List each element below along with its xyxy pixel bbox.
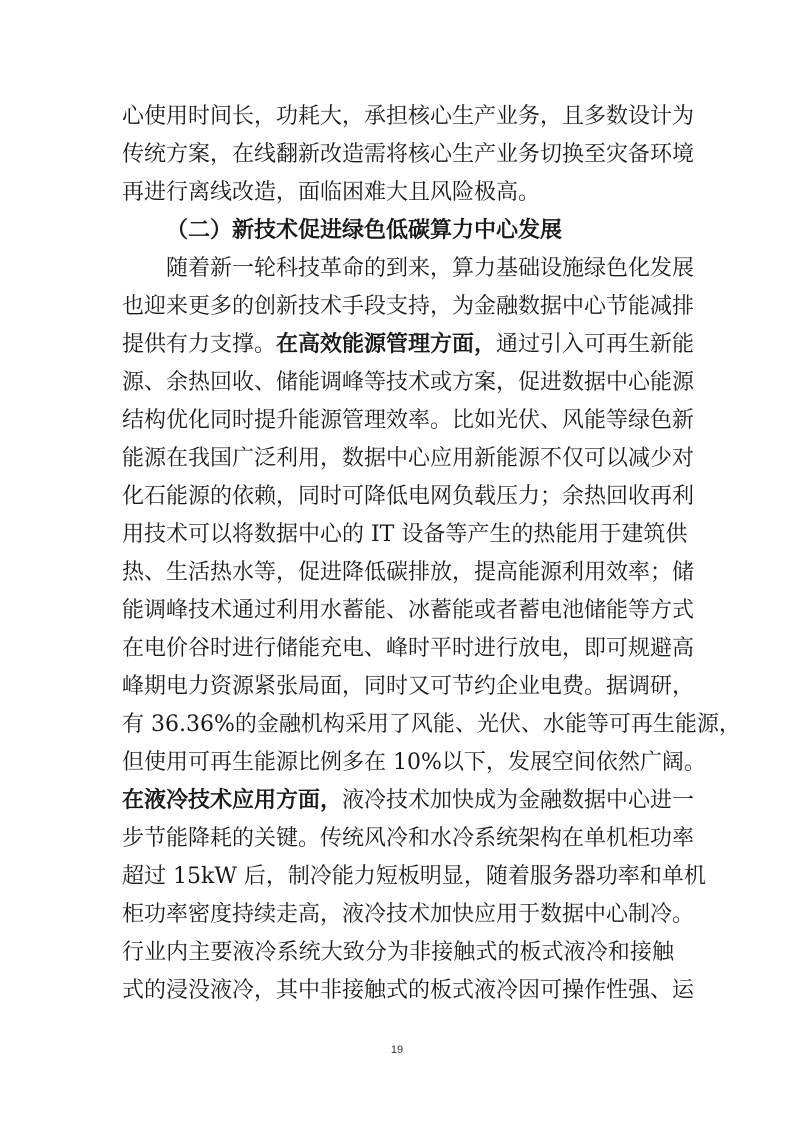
paragraph-line: 化石能源的依赖，同时可降低电网负载压力；余热回收再利 [122,484,695,509]
paragraph-line: 步节能降耗的关键。传统风冷和水冷系统架构在单机柜功率 [122,826,695,851]
paragraph-line: 传统方案，在线翻新改造需将核心生产业务切换至灾备环境 [122,142,695,167]
paragraph-line: 能调峰技术通过利用水蓄能、冰蓄能或者蓄电池储能等方式 [122,598,695,623]
paragraph-line: 超过 15kW 后，制冷能力短板明显，随着服务器功率和单机 [122,864,706,889]
paragraph-line: 用技术可以将数据中心的 IT 设备等产生的热能用于建筑供 [122,522,688,547]
bold-phrase-liquid-cooling: 在液冷技术应用方面， [122,788,343,813]
paragraph-line [122,332,695,358]
paragraph-line [122,788,695,814]
paragraph-line: 源、余热回收、储能调峰等技术或方案，促进数据中心能源 [122,370,695,395]
paragraph-line: 热、生活热水等，促进降低碳排放，提高能源利用效率；储 [122,560,695,585]
paragraph-line: 随着新一轮科技革命的到来，算力基础设施绿色化发展 [166,256,695,281]
paragraph-line: 有 36.36%的金融机构采用了风能、光伏、水能等可再生能源， [122,712,741,737]
paragraph-line: 结构优化同时提升能源管理效率。比如光伏、风能等绿色新 [122,408,695,433]
paragraph-line: 能源在我国广泛利用，数据中心应用新能源不仅可以减少对 [122,446,695,471]
paragraph-line: 峰期电力资源紧张局面，同时又可节约企业电费。据调研， [122,674,695,699]
text-run: 提供有力支撑。 [122,332,277,357]
paragraph-line: 也迎来更多的创新技术手段支持，为金融数据中心节能减排 [122,294,695,319]
bold-phrase-energy-management: 在高效能源管理方面， [276,332,497,357]
paragraph-line: 再进行离线改造，面临困难大且风险极高。 [122,180,541,205]
paragraph-line: 心使用时间长，功耗大，承担核心生产业务，且多数设计为 [122,104,695,129]
page-number: 19 [390,1044,404,1056]
section-heading: （二）新技术促进绿色低碳算力中心发展 [166,218,563,243]
paragraph-line: 柜功率密度持续走高，液冷技术加快应用于数据中心制冷。 [122,902,695,927]
paragraph-line: 但使用可再生能源比例多在 10%以下，发展空间依然广阔。 [122,750,706,775]
text-run: 液冷技术加快成为金融数据中心进一 [342,788,695,813]
paragraph-line: 行业内主要液冷系统大致分为非接触式的板式液冷和接触 [122,940,674,965]
paragraph-line: 在电价谷时进行储能充电、峰时平时进行放电，即可规避高 [122,636,695,661]
paragraph-line: 式的浸没液冷，其中非接触式的板式液冷因可操作性强、运 [122,978,695,1003]
text-run: 通过引入可再生新能 [496,332,695,357]
